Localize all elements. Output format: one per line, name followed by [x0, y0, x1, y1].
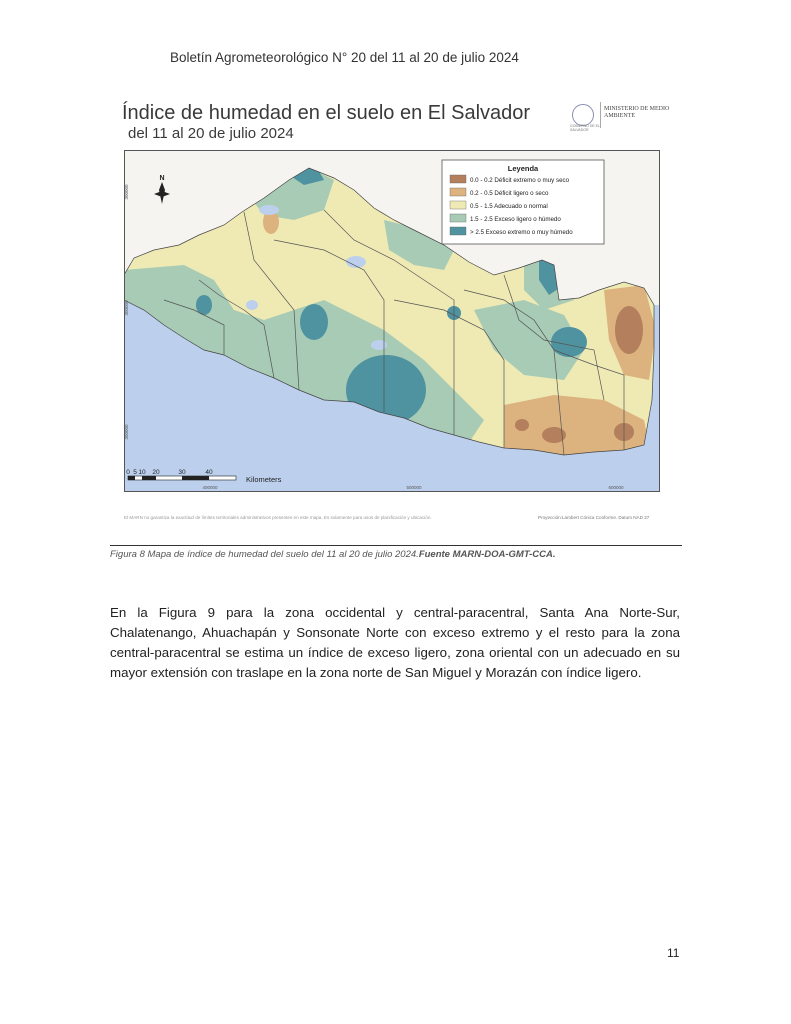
- caption-text: Mapa de índice de humedad del suelo del 11 al 20 de julio 2024.: [144, 549, 419, 560]
- map-projection: Proyección:Lambert Cónica Conforme. Datum NAD 27: [538, 515, 650, 520]
- lake-guija: [259, 205, 279, 215]
- caption-rule: [110, 545, 682, 546]
- caption-label: Figura 8: [110, 549, 145, 560]
- page-number: 11: [667, 946, 680, 960]
- lake-central: [371, 340, 387, 350]
- bulletin-header: Boletín Agrometeorológico N° 20 del 11 al 20 de julio 2024: [170, 50, 519, 65]
- logo-divider: [600, 102, 601, 128]
- legend-label: 0.2 - 0.5 Déficit ligero o seco: [470, 190, 549, 197]
- map-canvas: [124, 150, 660, 492]
- body-paragraph: En la Figura 9 para la zona occidental y central-paracentral, Santa Ana Norte-Sur, Chalatenango, Ahuachapán y Sonsonate Norte con exceso extremo y el resto para la zona central-paracentral se estima un índice de exceso ligero, zona oriental con un adecuado en su mayor extensión con traslape en la zona norte de San Miguel y Morazán con índice ligero.: [110, 605, 680, 680]
- ministry-name: MINISTERIO DE MEDIO AMBIENTE: [604, 106, 670, 119]
- government-seal-icon: [572, 104, 594, 126]
- x-tick-label: 400000: [202, 485, 218, 490]
- scale-tick-label: 40: [205, 469, 213, 476]
- caption-source: Fuente MARN-DOA-GMT-CCA.: [418, 549, 556, 560]
- x-tick-label: 600000: [608, 485, 624, 490]
- scale-tick-label: 30: [178, 469, 186, 476]
- lake-coatepeque: [246, 300, 258, 310]
- legend-swatch: [450, 227, 466, 235]
- scale-unit: Kilometers: [246, 475, 282, 484]
- legend-swatch: [450, 188, 466, 196]
- legend-label: 1.5 - 2.5 Exceso ligero o húmedo: [470, 216, 561, 223]
- scale-tick-label: 0: [126, 469, 130, 476]
- north-label: N: [159, 175, 165, 182]
- map-subtitle: del 11 al 20 de julio 2024: [128, 125, 294, 142]
- ministry-logo: [570, 102, 682, 132]
- seal-text: GOBIERNO DE EL SALVADOR: [570, 124, 600, 132]
- y-tick-label: 300000: [124, 424, 129, 440]
- map-legend: [442, 160, 604, 244]
- y-tick-label: 300000: [124, 184, 129, 200]
- y-tick-label: 300000: [124, 300, 129, 316]
- scale-tick-label: 5: [133, 469, 137, 476]
- map-disclaimer: El MARN no garantiza la exactitud de límites territoriales administrativos presentes en este mapa. Es solamente para usos de planificación y ubicación.: [124, 515, 432, 520]
- figure-caption: [110, 549, 556, 560]
- map-title: Índice de humedad en el suelo en El Salvador: [122, 102, 531, 124]
- scale-tick-label: 20: [152, 469, 160, 476]
- legend-label: 0.0 - 0.2 Déficit extremo o muy seco: [470, 177, 570, 184]
- scale-tick-label: 10: [138, 469, 146, 476]
- legend-swatch: [450, 214, 466, 222]
- legend-title: Leyenda: [507, 164, 539, 173]
- soil-moisture-map: [124, 150, 660, 492]
- legend-swatch: [450, 175, 466, 183]
- legend-label: > 2.5 Exceso extremo o muy húmedo: [470, 229, 573, 236]
- x-tick-label: 500000: [406, 485, 422, 490]
- legend-swatch: [450, 201, 466, 209]
- legend-label: 0.5 - 1.5 Adecuado o normal: [470, 203, 548, 210]
